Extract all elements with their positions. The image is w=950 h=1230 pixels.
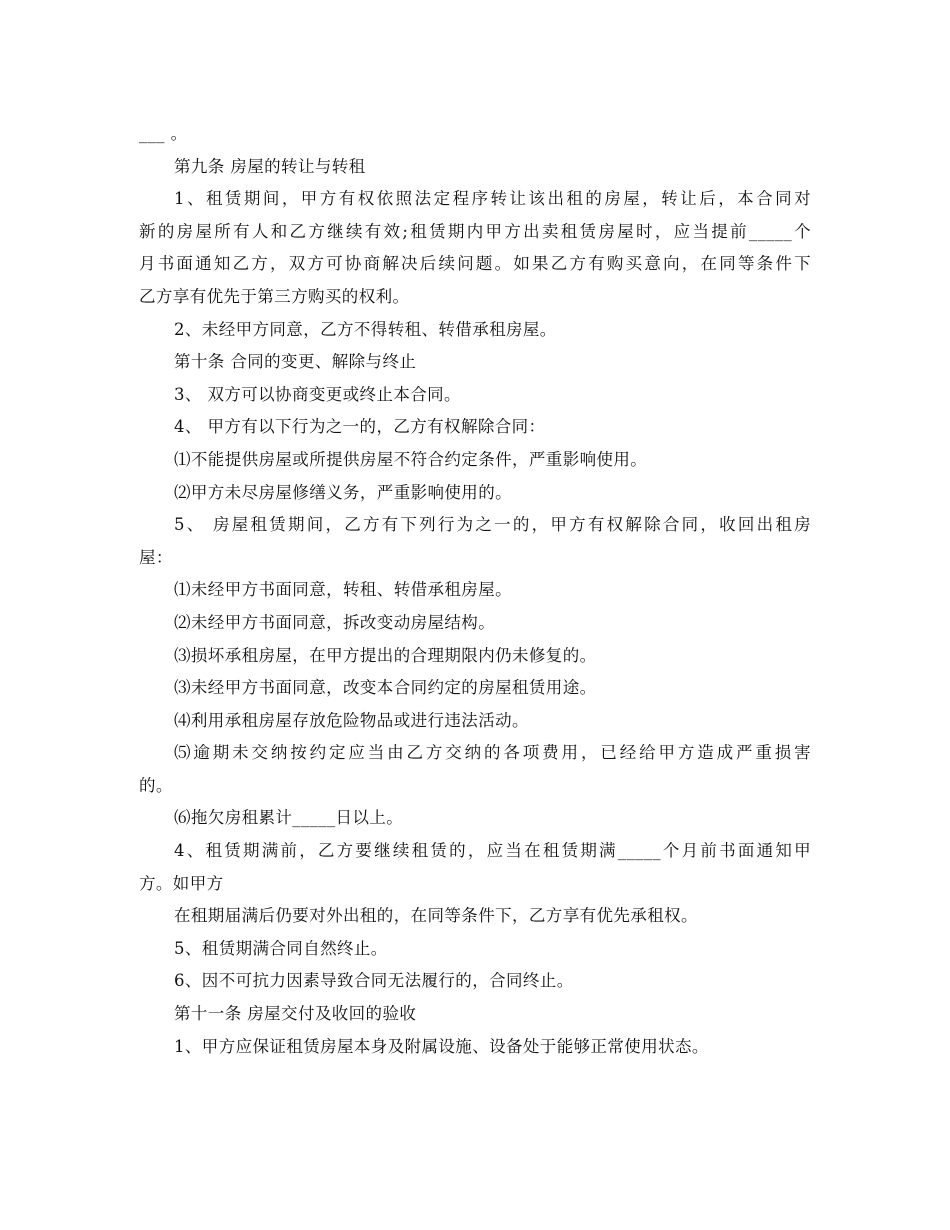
text-line: ___ 。 xyxy=(139,124,188,143)
text-line: 1、租赁期间，甲方有权依照法定程序转让该出租的房屋，转让后，本合同对 xyxy=(174,189,811,209)
text-line: 方。如甲方 xyxy=(139,873,224,893)
text-line: ⑵甲方未尽房屋修缮义务，严重影响使用的。 xyxy=(174,482,512,502)
text-line: 4、租赁期满前，乙方要继续租赁的，应当在租赁期满_____个月前书面通知甲 xyxy=(174,841,811,861)
text-line: 月书面通知乙方，双方可协商解决后续问题。如果乙方有购买意向，在同等条件下 xyxy=(139,254,811,274)
text-line: 3、 双方可以协商变更或终止本合同。 xyxy=(174,384,461,404)
text-line: 在租期届满后仍要对外出租的，在同等条件下，乙方享有优先承租权。 xyxy=(174,906,698,926)
text-line: ⑶损坏承租房屋，在甲方提出的合理期限内仍未修复的。 xyxy=(174,645,597,665)
text-line: 的。 xyxy=(139,775,173,795)
text-line: 第九条 房屋的转让与转租 xyxy=(174,156,366,176)
text-line: 1、甲方应保证租赁房屋本身及附属设施、设备处于能够正常使用状态。 xyxy=(174,1036,709,1056)
text-line: ⑴未经甲方书面同意，转租、转借承租房屋。 xyxy=(174,580,512,600)
text-line: 2、未经甲方同意，乙方不得转租、转借承租房屋。 xyxy=(174,319,557,339)
text-line: ⑵未经甲方书面同意，拆改变动房屋结构。 xyxy=(174,612,496,632)
text-line: 5、租赁期满合同自然终止。 xyxy=(174,938,388,958)
text-line: 6、因不可抗力因素导致合同无法履行的，合同终止。 xyxy=(174,971,574,991)
text-line: 新的房屋所有人和乙方继续有效;租赁期内甲方出卖租赁房屋时，应当提前_____个 xyxy=(139,221,811,241)
text-line: ⑸逾期未交纳按约定应当由乙方交纳的各项费用，已经给甲方造成严重损害 xyxy=(174,743,811,763)
text-line: ⑴不能提供房屋或所提供房屋不符合约定条件，严重影响使用。 xyxy=(174,449,648,469)
text-line: 4、 甲方有以下行为之一的，乙方有权解除合同： xyxy=(174,417,546,437)
text-line: 第十一条 房屋交付及收回的验收 xyxy=(174,1004,417,1024)
text-line: ⑷利用承租房屋存放危险物品或进行违法活动。 xyxy=(174,710,529,730)
text-line: 屋： xyxy=(139,547,173,567)
text-line: 5、 房屋租赁期间，乙方有下列行为之一的，甲方有权解除合同，收回出租房 xyxy=(174,515,811,535)
text-line: 第十条 合同的变更、解除与终止 xyxy=(174,352,417,372)
text-line: ⑹拖欠房租累计_____日以上。 xyxy=(174,808,404,828)
text-line: ⑶未经甲方书面同意，改变本合同约定的房屋租赁用途。 xyxy=(174,678,597,698)
document-body xyxy=(139,118,811,1063)
text-line: 乙方享有优先于第三方购买的权利。 xyxy=(139,286,410,306)
